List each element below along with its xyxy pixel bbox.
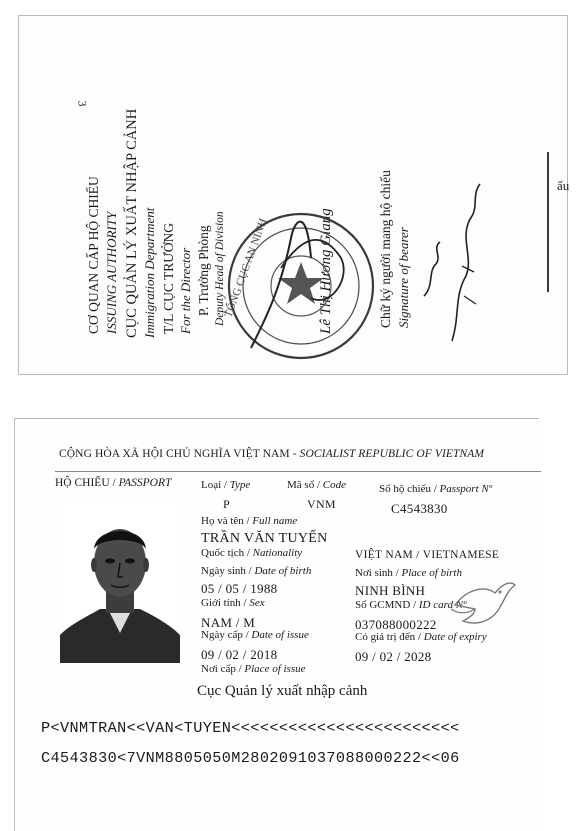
date-of-birth-label: Ngày sinh / Date of birth [201,565,312,577]
mrz-line-1: P<VNMTRAN<<VAN<TUYEN<<<<<<<<<<<<<<<<<<<<<<<< [41,719,460,737]
passport-data-page [14,418,539,831]
full-name-label: Họ và tên / Full name [201,515,298,527]
id-card-value: 037088000222 [355,617,437,632]
date-of-birth-value: 05 / 05 / 1988 [201,581,278,596]
country-header [59,448,484,460]
deputy-head-en: Deputy Head of Division [214,211,226,326]
country-header-en: SOCIALIST REPUBLIC OF VIETNAM [299,448,485,460]
page-number: 3 [75,100,90,107]
fold-line [547,152,549,292]
side-mark: ẩu [557,178,570,193]
for-director-en: For the Director [178,247,193,334]
place-of-birth-label: Nơi sinh / Place of birth [355,567,462,579]
official-name: Lê Thị Hương Giang [318,208,334,334]
place-of-issue-value: Cục Quản lý xuất nhập cảnh [197,683,368,699]
passport-number-value: C4543830 [391,501,448,516]
country-header-vi: CỘNG HÒA XÃ HỘI CHỦ NGHĨA VIỆT NAM [59,448,290,460]
place-of-issue-label: Nơi cấp / Place of issue [201,663,306,675]
dove-watermark-icon [445,575,517,635]
sex-value: NAM / M [201,615,256,630]
stamp-text: TỔNG CỤC AN NINH [222,217,270,320]
code-label: Mã số / Code [287,479,346,491]
country-header-separator: - [289,448,300,460]
bearer-signature-label-en: Signature of bearer [396,227,411,328]
nationality-label: Quốc tịch / Nationality [201,547,303,559]
bearer-signature [414,176,504,346]
header-rule [55,471,541,472]
department-vi: CỤC QUẢN LÝ XUẤT NHẬP CẢNH [124,108,140,338]
place-of-birth-value: NINH BÌNH [355,583,426,598]
nationality-value: VIỆT NAM / VIETNAMESE [355,549,500,561]
department-en: Immigration Department [142,207,157,338]
for-director-vi: T/L CỤC TRƯỞNG [161,223,176,334]
document-label: HỘ CHIẾU / PASSPORT [55,477,172,489]
holder-photo [60,505,180,663]
deputy-head-vi: P. Trưởng Phòng [196,225,211,316]
date-of-expiry-value: 09 / 02 / 2028 [355,649,432,664]
passport-number-label: Số hộ chiếu / Passport Nº [379,483,493,495]
upper-passport-page [18,15,568,375]
issuing-authority-en: ISSUING AUTHORITY [104,211,119,334]
bearer-signature-label-vi: Chữ ký người mang hộ chiếu [378,170,393,328]
id-card-label: Số GCMND / ID card Nº [355,599,467,611]
mrz-line-2: C4543830<7VNM8805050M2802091037088000222<<06 [41,749,460,767]
type-value: P [223,497,230,511]
date-of-issue-value: 09 / 02 / 2018 [201,647,278,662]
date-of-issue-label: Ngày cấp / Date of issue [201,629,309,641]
sex-label: Giới tính / Sex [201,597,265,609]
code-value: VNM [307,497,336,511]
official-seal-stamp [211,198,401,388]
full-name-value: TRẦN VĂN TUYỂN [201,531,328,546]
issuing-authority-vi: CƠ QUAN CẤP HỘ CHIẾU [86,176,101,334]
date-of-expiry-label: Có giá trị đến / Date of expiry [355,631,487,643]
type-label: Loại / Type [201,479,251,491]
